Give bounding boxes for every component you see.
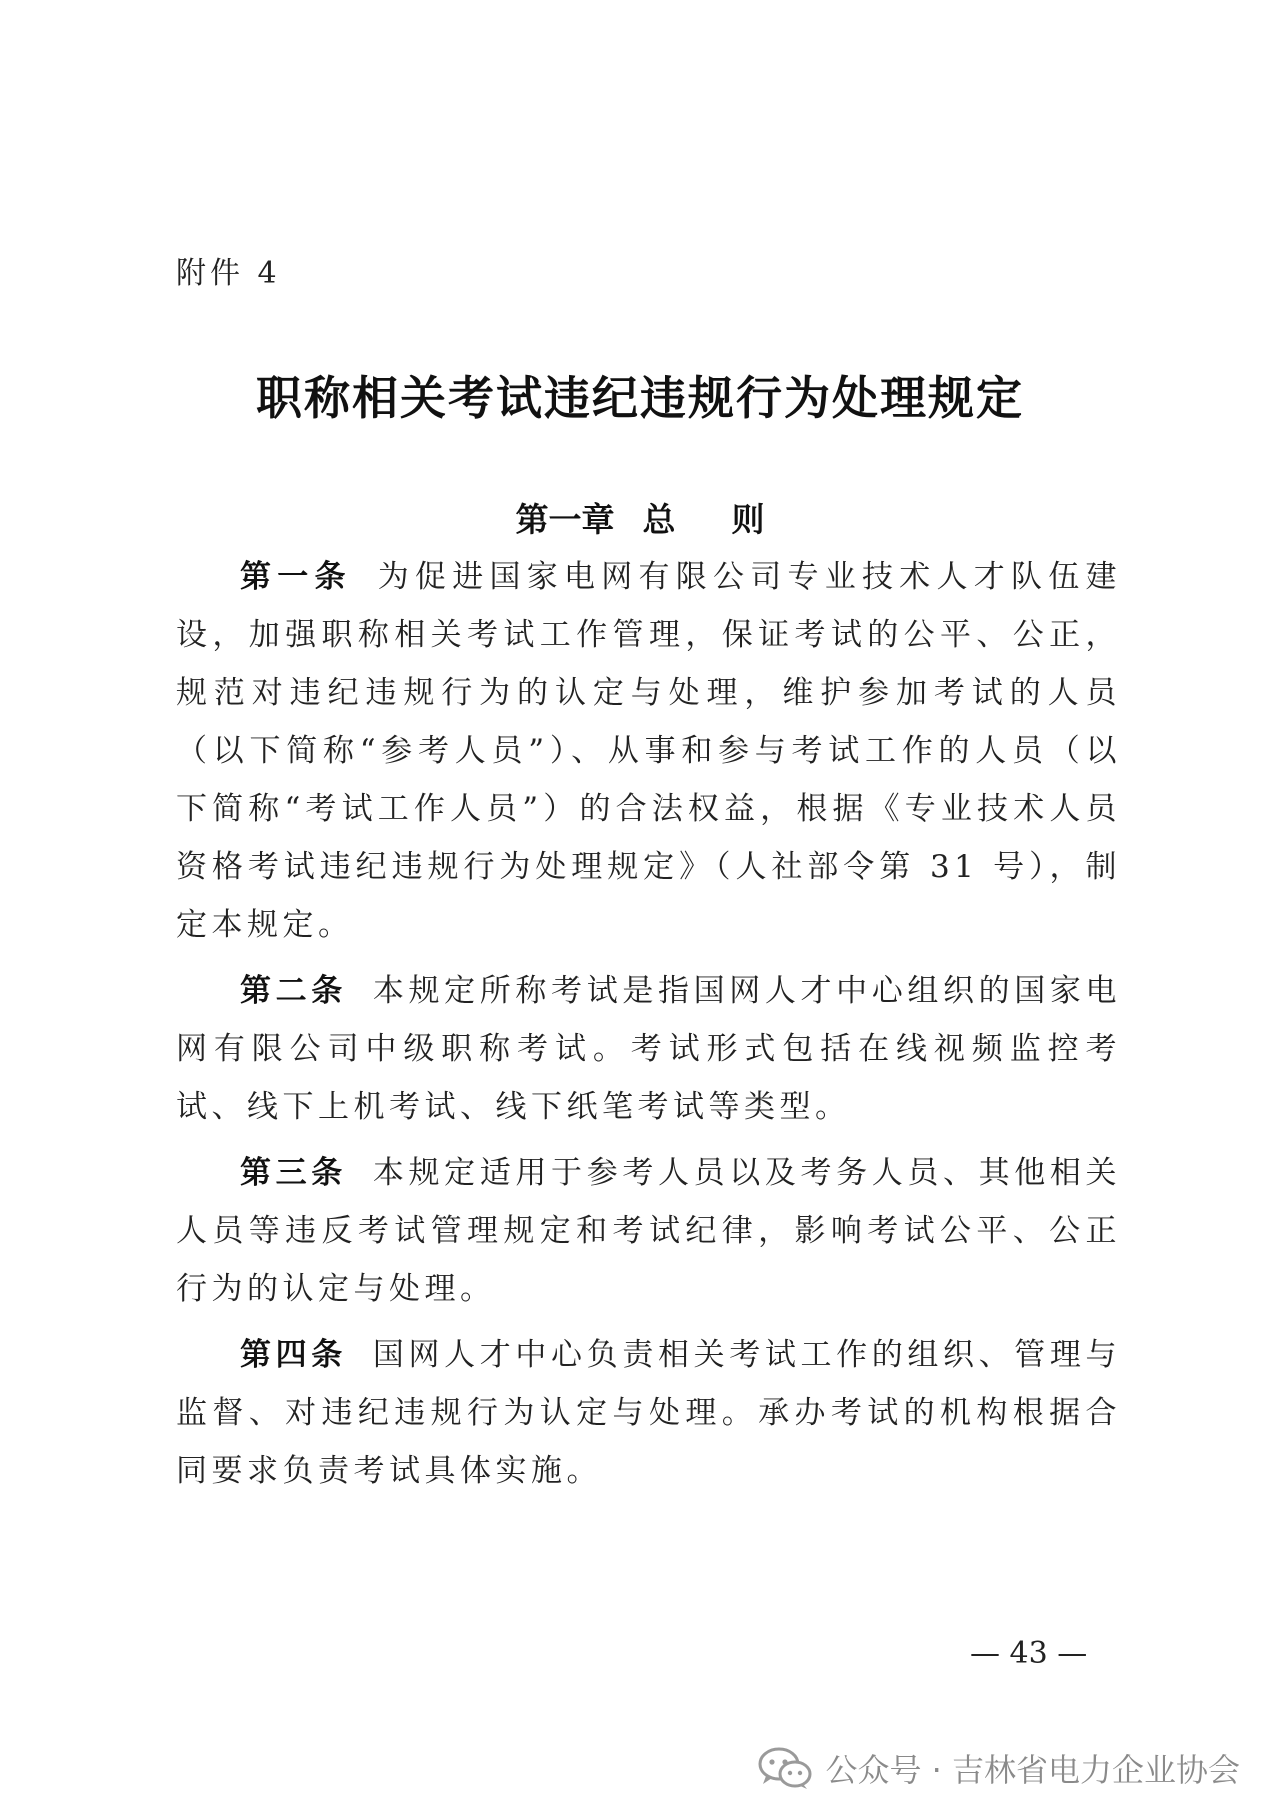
article-1-label: 第一条 (240, 559, 352, 595)
chapter-heading (0, 494, 1280, 541)
article-1 (176, 548, 1121, 954)
article-4 (176, 1326, 1121, 1500)
attachment-label: 附件 4 (176, 256, 281, 291)
article-3 (176, 1144, 1121, 1318)
page-number: — 43 — (970, 1636, 1088, 1671)
article-4-text: 国网人才中心负责相关考试工作的组织、管理与监督、对违纪违规行为认定与处理。承办考试的机构根据合同要求负责考试具体实施。 (176, 1337, 1122, 1489)
article-2-text: 本规定所称考试是指国网人才中心组织的国家电网有限公司中级职称考试。考试形式包括在线视频监控考试、线下上机考试、线下纸笔考试等类型。 (176, 973, 1122, 1125)
article-2-label: 第二条 (240, 973, 347, 1009)
article-2 (176, 962, 1121, 1136)
document-body (176, 548, 1121, 1508)
chapter-number: 第一章 (515, 500, 615, 539)
chapter-name-part1: 总 (642, 500, 676, 539)
wechat-icon (757, 1746, 813, 1790)
watermark-text: 公众号 · 吉林省电力企业协会 (825, 1751, 1240, 1789)
article-1-text: 为促进国家电网有限公司专业技术人才队伍建设，加强职称相关考试工作管理，保证考试的公平、公正，规范对违纪违规行为的认定与处理，维护参加考试的人员（以下简称“参考人员”）、从事和参与考试工作的人员（以下简称“考试工作人员”）的合法权益，根据《专业技术人员资格考试违纪违规行为处理规定》（人社部令第 31 号），制定本规定。 (176, 559, 1121, 943)
article-3-label: 第三条 (240, 1155, 347, 1191)
watermark (757, 1745, 1240, 1791)
chapter-name-part2: 则 (731, 500, 765, 539)
article-4-label: 第四条 (240, 1337, 347, 1373)
article-3-text: 本规定适用于参考人员以及考务人员、其他相关人员等违反考试管理规定和考试纪律，影响考试公平、公正行为的认定与处理。 (176, 1155, 1122, 1307)
document-title: 职称相关考试违纪违规行为处理规定 (256, 371, 1024, 425)
